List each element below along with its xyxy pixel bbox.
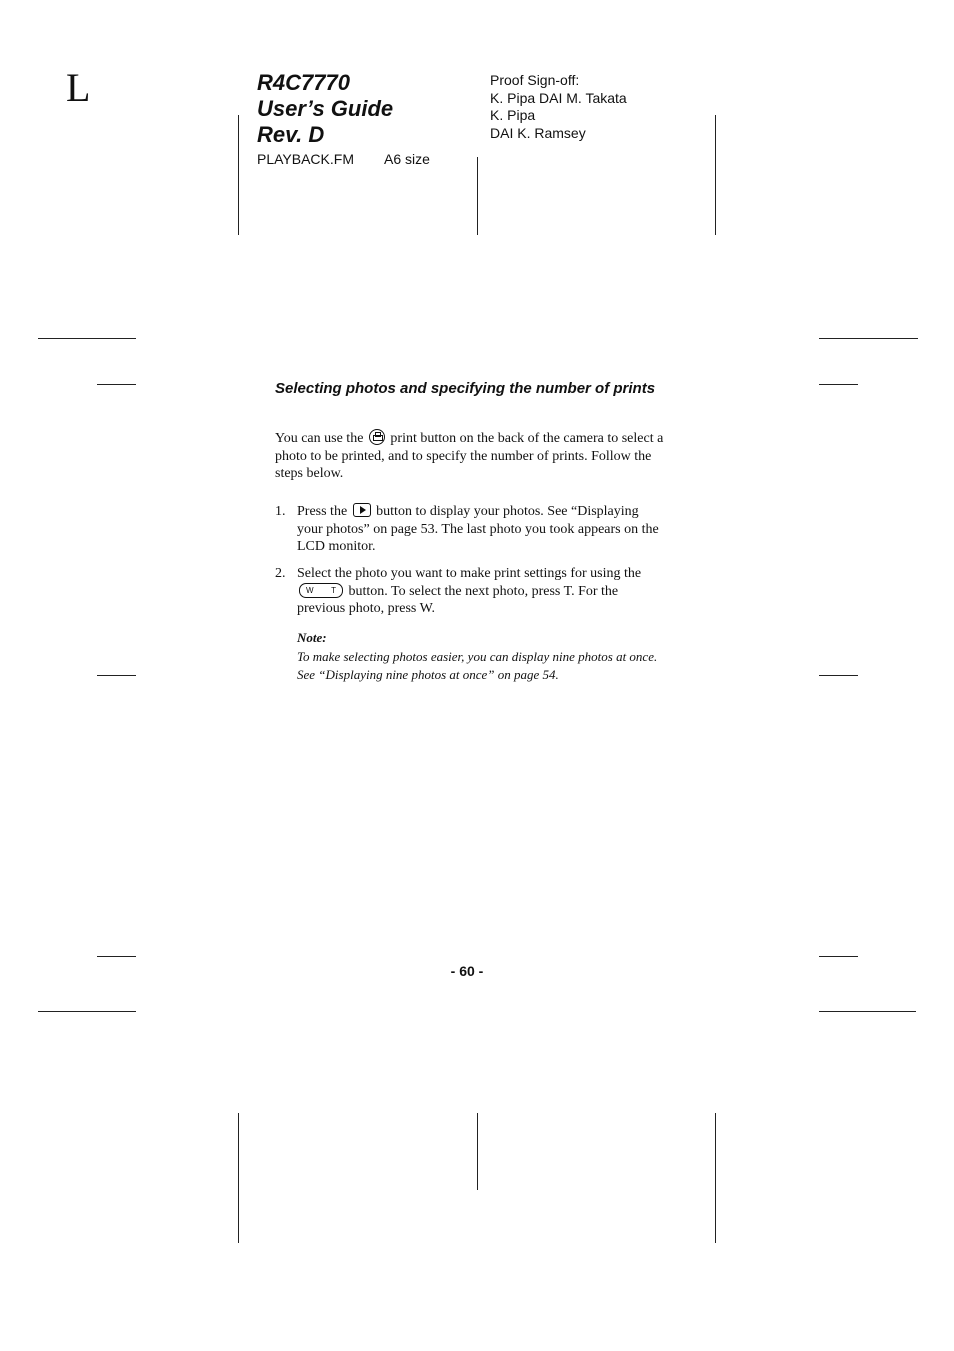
step-item — [275, 565, 667, 619]
crop-mark — [819, 384, 858, 385]
crop-mark — [97, 384, 136, 385]
step-text — [297, 565, 667, 618]
step-text-part: Select the photo you want to make print settings for using the — [297, 566, 642, 581]
print-button-icon — [369, 429, 385, 445]
intro-paragraph — [275, 429, 665, 483]
proof-signoff — [490, 72, 627, 142]
step-text-part: button. To select the next photo, press T. For the previous photo, press W. — [297, 583, 619, 617]
crop-mark — [238, 1113, 239, 1243]
page-number: - 60 - — [450, 963, 484, 979]
paper-size: A6 size — [384, 151, 430, 167]
intro-text: print button on the back of the camera to select a photo to be printed, and to specify the number of prints. Follow the steps below. — [275, 431, 664, 482]
section-heading: Selecting photos and specifying the number of prints — [275, 380, 656, 397]
title-line: User’s Guide — [257, 96, 394, 121]
title-line: R4C7770 — [257, 70, 350, 95]
crop-mark — [477, 1113, 478, 1190]
crop-mark — [715, 1113, 716, 1243]
title-line: Rev. D — [257, 122, 325, 147]
zoom-button-icon — [299, 583, 343, 598]
step-text — [297, 503, 667, 556]
proof-line: Proof Sign-off: — [490, 72, 580, 88]
crop-mark — [97, 675, 136, 676]
step-item — [275, 503, 667, 557]
crop-mark — [38, 1011, 136, 1012]
file-name: PLAYBACK.FM — [257, 151, 354, 167]
zoom-t-letter: T — [331, 585, 336, 595]
document-meta — [257, 151, 430, 167]
step-text-part: Press the — [297, 504, 348, 519]
zoom-w-letter: W — [306, 585, 314, 595]
proof-line: DAI K. Ramsey — [490, 124, 586, 141]
crop-mark — [819, 1011, 916, 1012]
step-number: 1. — [275, 504, 286, 519]
proof-line: K. Pipa DAI M. Takata — [490, 89, 627, 106]
crop-mark — [819, 675, 858, 676]
crop-mark — [477, 157, 478, 235]
crop-mark — [715, 115, 716, 235]
crop-mark — [97, 956, 136, 957]
crop-mark — [819, 956, 858, 957]
corner-mark: L — [66, 65, 91, 110]
document-title — [257, 70, 393, 148]
step-text-part: button to display your photos. See “Displaying your photos” on page 53. The last photo you took appears on the LCD monitor. — [297, 504, 659, 555]
intro-text: You can use the — [275, 431, 364, 446]
proof-line: K. Pipa — [490, 107, 536, 123]
note-text: To make selecting photos easier, you can display nine photos at once. See “Displaying nine photos at once” on page 54. — [297, 649, 658, 682]
step-number: 2. — [275, 566, 286, 581]
crop-mark — [819, 338, 918, 339]
playback-button-icon — [353, 503, 371, 517]
crop-mark — [38, 338, 136, 339]
crop-mark — [238, 115, 239, 235]
note-label: Note: — [297, 630, 327, 645]
